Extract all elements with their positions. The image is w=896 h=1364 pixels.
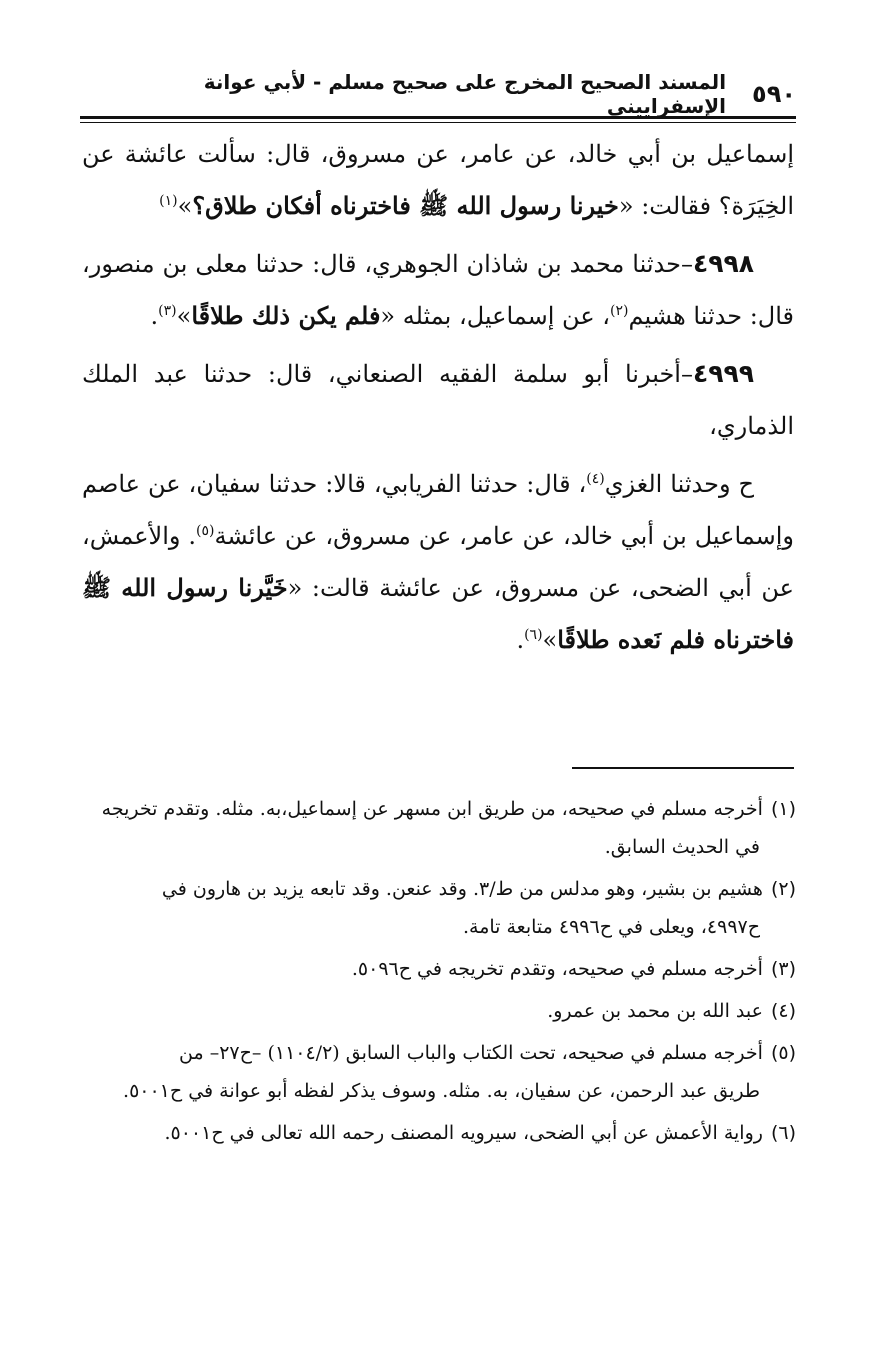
footnote-ref-5[interactable]: (٥) xyxy=(195,523,215,539)
footnotes xyxy=(82,790,796,1156)
hadith-number-4999: ٤٩٩٩ xyxy=(692,359,754,388)
page-header xyxy=(82,70,796,118)
footnote-number: (١) xyxy=(770,798,796,820)
main-text xyxy=(82,128,794,672)
p2-quote: فلم يكن ذلك طلاقًا xyxy=(191,301,381,330)
footnote-4 xyxy=(82,992,796,1030)
p3-text: –أخبرنا أبو سلمة الفقيه الصنعاني، قال: حدثنا عبد الملك الذماري، xyxy=(82,360,794,440)
p2-text-1: –حدثنا محمد بن شاذان الجوهري، قال: حدثنا معلى بن منصور، قال: حدثنا هشيم xyxy=(82,250,794,330)
p2-text-end: . xyxy=(150,302,159,330)
footnote-ref-1[interactable]: (١) xyxy=(159,193,178,209)
footnote-text-cont: ح٤٩٩٧، ويعلى في ح٤٩٩٦ متابعة تامة. xyxy=(462,916,760,938)
footnote-text: أخرجه مسلم في صحيحه، تحت الكتاب والباب السابق (١١٠٤/٢) –ح٢٧– من xyxy=(179,1042,763,1064)
footnote-number: (٤) xyxy=(770,1000,796,1022)
header-rule-thin xyxy=(80,122,796,123)
p2-text-2: ، عن إسماعيل، بمثله « xyxy=(380,302,611,330)
footnote-1 xyxy=(82,790,796,866)
footnote-2 xyxy=(82,870,796,946)
p4-quote: خَيَّرنا رسول الله ﷺ فاخترناه فلم نَعده طلاقًا xyxy=(82,573,794,654)
running-title: المسند الصحيح المخرج على صحيح مسلم - لأبي عوانة الإسفراييني xyxy=(203,70,727,118)
p4-text-3: . والأعمش، عن أبي الضحى، عن مسروق، عن عائشة قالت: « xyxy=(82,522,794,602)
paragraph-hadith-4998 xyxy=(82,238,794,342)
footnote-text: رواية الأعمش عن أبي الضحى، سيرويه المصنف رحمه الله تعالى في ح٥٠٠١. xyxy=(164,1122,763,1144)
footnote-text-cont: في الحديث السابق. xyxy=(604,836,760,858)
p2-quote-close: » xyxy=(176,302,192,330)
paragraph-4 xyxy=(82,458,794,666)
p4-text-2: ، قال: حدثنا الفريابي، قالا: حدثنا سفيان، عن عاصم وإسماعيل بن أبي خالد، عن عامر، عن مسروق، عن عائشة xyxy=(82,470,794,550)
p1-quote-close: » xyxy=(177,192,193,220)
footnote-number: (٣) xyxy=(770,958,796,980)
footnote-text: هشيم بن بشير، وهو مدلس من ط/٣. وقد عنعن. وقد تابعه يزيد بن هارون في xyxy=(161,878,763,900)
paragraph-hadith-4999 xyxy=(82,348,794,452)
p4-text-end: . xyxy=(516,626,525,654)
footnote-ref-6[interactable]: (٦) xyxy=(524,627,543,643)
p1-quote: خيرنا رسول الله ﷺ فاخترناه أفكان طلاق؟ xyxy=(192,191,619,220)
p4-text-1: ح وحدثنا الغزي xyxy=(604,470,755,498)
footnote-6 xyxy=(82,1114,796,1152)
header-rule xyxy=(80,116,796,119)
footnote-number: (٢) xyxy=(770,878,796,900)
hadith-number-4998: ٤٩٩٨ xyxy=(692,249,754,278)
footnote-text: أخرجه مسلم في صحيحه، من طريق ابن مسهر عن إسماعيل،به. مثله. وتقدم تخريجه xyxy=(101,798,763,820)
footnote-text-cont: طريق عبد الرحمن، عن سفيان، به. مثله. وسوف يذكر لفظه أبو عوانة في ح٥٠٠١. xyxy=(123,1080,760,1102)
page-number: ٥٩٠ xyxy=(752,80,796,108)
footnote-text: عبد الله بن محمد بن عمرو. xyxy=(547,1000,763,1022)
p4-quote-close: » xyxy=(542,626,558,654)
footnote-5 xyxy=(82,1034,796,1110)
paragraph-1 xyxy=(82,128,794,232)
footnote-number: (٦) xyxy=(770,1122,796,1144)
footnote-ref-2[interactable]: (٢) xyxy=(610,303,629,319)
p1-text: إسماعيل بن أبي خالد، عن عامر، عن مسروق، قال: سألت عائشة عن الخِيَرَة؟ فقالت: « xyxy=(82,140,794,220)
footnote-3 xyxy=(82,950,796,988)
footnote-ref-4[interactable]: (٤) xyxy=(586,471,605,487)
footnote-separator xyxy=(572,767,794,769)
footnote-number: (٥) xyxy=(770,1042,796,1064)
footnote-ref-3[interactable]: (٣) xyxy=(158,303,177,319)
footnote-text: أخرجه مسلم في صحيحه، وتقدم تخريجه في ح٥٠٩٦. xyxy=(351,958,763,980)
